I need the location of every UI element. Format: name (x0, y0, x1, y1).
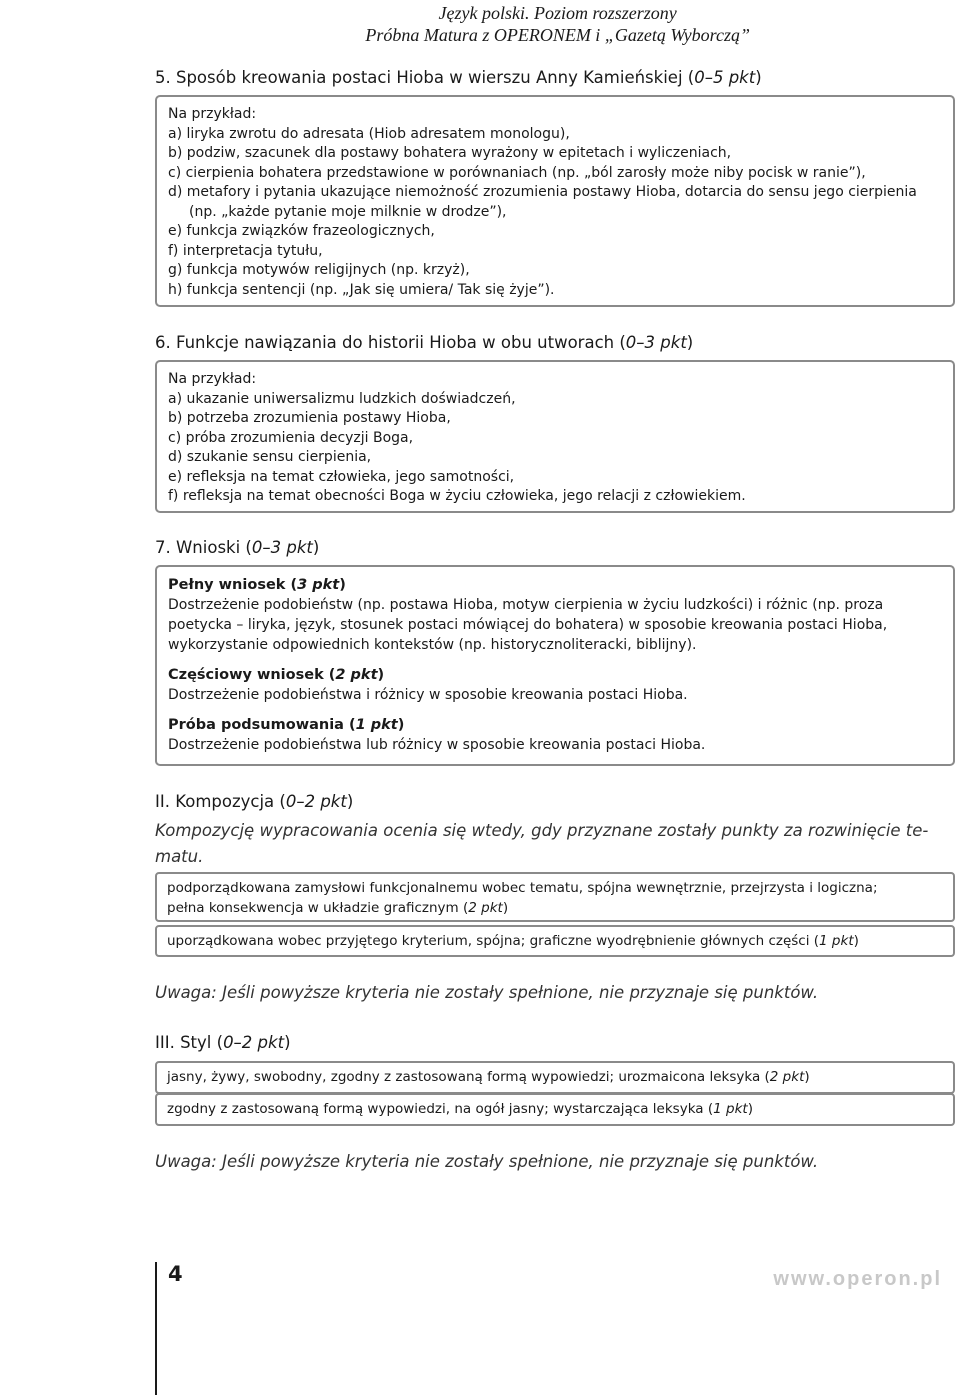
header-line-1: Język polski. Poziom rozszerzony (438, 3, 677, 23)
section-6-points: 0–3 pkt (625, 333, 687, 352)
criterion-points: 2 pkt (769, 1069, 805, 1085)
heading-text: Pełny wniosek ( (168, 577, 298, 593)
partial-conclusion-heading (168, 665, 943, 685)
list-item: Na przykład: (168, 106, 257, 122)
list-item: Dostrzeżenie podobieństwa lub różnicy w sposobie kreowania postaci Hioba. (168, 737, 706, 753)
summary-attempt (168, 715, 943, 755)
style-criterion-1 (155, 1093, 955, 1126)
section-iii-note: Uwaga: Jeśli powyższe kryteria nie zostały spełnione, nie przyznaje się punktów. (155, 1152, 819, 1171)
summary-attempt-heading (168, 715, 943, 735)
criterion-end: ) (853, 933, 859, 949)
criterion-end: ) (804, 1069, 810, 1085)
list-item: (np. „każde pytanie moje milknie w drodze”), (189, 203, 507, 220)
section-7-title-text: 7. Wnioski ( (155, 538, 252, 557)
criterion-text: zgodny z zastosowaną formą wypowiedzi, na ogół jasny; wystarczająca leksyka ( (167, 1101, 714, 1117)
list-item: e) funkcja związków frazeologicznych, (168, 223, 435, 239)
list-item: d) szukanie sensu cierpienia, (168, 449, 372, 465)
heading-end: ) (397, 717, 405, 733)
composition-criterion-1 (155, 925, 955, 957)
heading-end: ) (339, 577, 346, 593)
heading-points: 1 pkt (355, 717, 398, 733)
list-item: wykorzystanie odpowiednich kontekstów (np. historycznoliteracki, biblijny). (168, 637, 697, 653)
header-line-2: Próbna Matura z OPERONEM i „Gazetą Wyborczą” (365, 25, 750, 45)
full-conclusion-heading (168, 575, 943, 595)
list-item: a) ukazanie uniwersalizmu ludzkich doświadczeń, (168, 390, 516, 407)
heading-points: 2 pkt (335, 667, 378, 683)
list-item: e) refleksja na temat człowieka, jego samotności, (168, 468, 515, 485)
list-item: Na przykład: (168, 371, 257, 387)
section-6-box (155, 360, 955, 513)
criterion-text: jasny, żywy, swobodny, zgodny z zastosowaną formą wypowiedzi; urozmaicona leksyka ( (167, 1069, 770, 1085)
criterion-end: ) (747, 1101, 753, 1117)
list-item: poetycka – liryka, język, stosunek postaci mówiącej do bohatera) w sposobie kreowania postaci Hioba, (168, 617, 888, 633)
list-item: h) funkcja sentencji (np. „Jak się umiera/ Tak się żyje”). (168, 281, 555, 298)
section-5-title-end: ) (755, 68, 762, 87)
list-item: b) podziw, szacunek dla postawy bohatera wyrażony w epitetach i wyliczeniach, (168, 145, 732, 161)
footer-divider (155, 1262, 157, 1395)
list-item: Dostrzeżenie podobieństw (np. postawa Hioba, motyw cierpienia w życiu ludzkości) i różnic (np. proza (168, 597, 884, 613)
full-conclusion (168, 575, 943, 655)
section-7-box (155, 565, 955, 766)
section-6-title-end: ) (686, 333, 694, 352)
section-7-title-end: ) (312, 538, 320, 557)
page-number: 4 (168, 1262, 183, 1286)
site-url: www.operon.pl (773, 1268, 942, 1290)
list-item: c) próba zrozumienia decyzji Boga, (168, 429, 414, 446)
list-item: d) metafory i pytania ukazujące niemożność zrozumienia postawy Hioba, dotarcia do sensu jego cierpienia (168, 184, 917, 200)
heading-text: Częściowy wniosek ( (168, 667, 336, 683)
criterion-points: 1 pkt (819, 933, 854, 949)
criterion-end: ) (502, 900, 509, 916)
list-item: f) interpretacja tytułu, (168, 242, 323, 259)
partial-conclusion (168, 665, 943, 705)
intro-line: matu. (155, 847, 204, 866)
section-ii-intro (155, 818, 928, 870)
header-title (365, 2, 750, 46)
intro-line: Kompozycję wypracowania ocenia się wtedy, gdy przyznane zostały punkty za rozwinięcie te- (155, 821, 929, 840)
criterion-text: podporządkowana zamysłowi funkcjonalnemu wobec tematu, spójna wewnętrznie, przejrzysta i logiczna; (167, 880, 878, 896)
composition-criterion-2 (155, 872, 955, 922)
section-iii-title-text: III. Styl ( (155, 1033, 224, 1052)
criterion-text: uporządkowana wobec przyjętego kryterium, spójna; graficzne wyodrębnienie głównych części ( (167, 933, 820, 949)
section-ii-title (155, 792, 353, 811)
section-7-title (155, 538, 319, 557)
list-item: f) refleksja na temat obecności Boga w życiu człowieka, jego relacji z człowiekiem. (168, 488, 746, 504)
section-5-box (155, 95, 955, 307)
section-ii-note: Uwaga: Jeśli powyższe kryteria nie zostały spełnione, nie przyznaje się punktów. (155, 983, 819, 1002)
section-iii-title-end: ) (284, 1033, 291, 1052)
criterion-text: pełna konsekwencja w układzie graficznym ( (167, 900, 469, 916)
criterion-points: 1 pkt (713, 1101, 748, 1117)
heading-end: ) (377, 667, 385, 683)
section-ii-title-end: ) (346, 792, 354, 811)
criterion-points: 2 pkt (468, 900, 503, 916)
section-iii-title (155, 1033, 291, 1052)
section-ii-points: 0–2 pkt (285, 792, 347, 811)
page-header (0, 0, 960, 46)
heading-text: Próba podsumowania ( (168, 717, 356, 733)
list-item: c) cierpienia bohatera przedstawione w porównaniach (np. „ból zarosły może niby pocisk w ranie”), (168, 164, 866, 181)
list-item: b) potrzeba zrozumienia postawy Hioba, (168, 410, 451, 426)
section-5-title (155, 68, 762, 87)
section-7-points: 0–3 pkt (251, 538, 313, 557)
section-iii-points: 0–2 pkt (223, 1033, 285, 1052)
section-ii-title-text: II. Kompozycja ( (155, 792, 286, 811)
style-criterion-2 (155, 1061, 955, 1094)
section-5-title-text: 5. Sposób kreowania postaci Hioba w wierszu Anny Kamieńskiej ( (155, 68, 695, 87)
section-6-title (155, 333, 693, 352)
list-item: a) liryka zwrotu do adresata (Hiob adresatem monologu), (168, 125, 570, 142)
section-6-title-text: 6. Funkcje nawiązania do historii Hioba w obu utworach ( (155, 333, 626, 352)
list-item: g) funkcja motywów religijnych (np. krzyż), (168, 262, 470, 278)
heading-points: 3 pkt (297, 577, 340, 593)
list-item: Dostrzeżenie podobieństwa i różnicy w sposobie kreowania postaci Hioba. (168, 687, 688, 703)
section-5-points: 0–5 pkt (694, 68, 756, 87)
